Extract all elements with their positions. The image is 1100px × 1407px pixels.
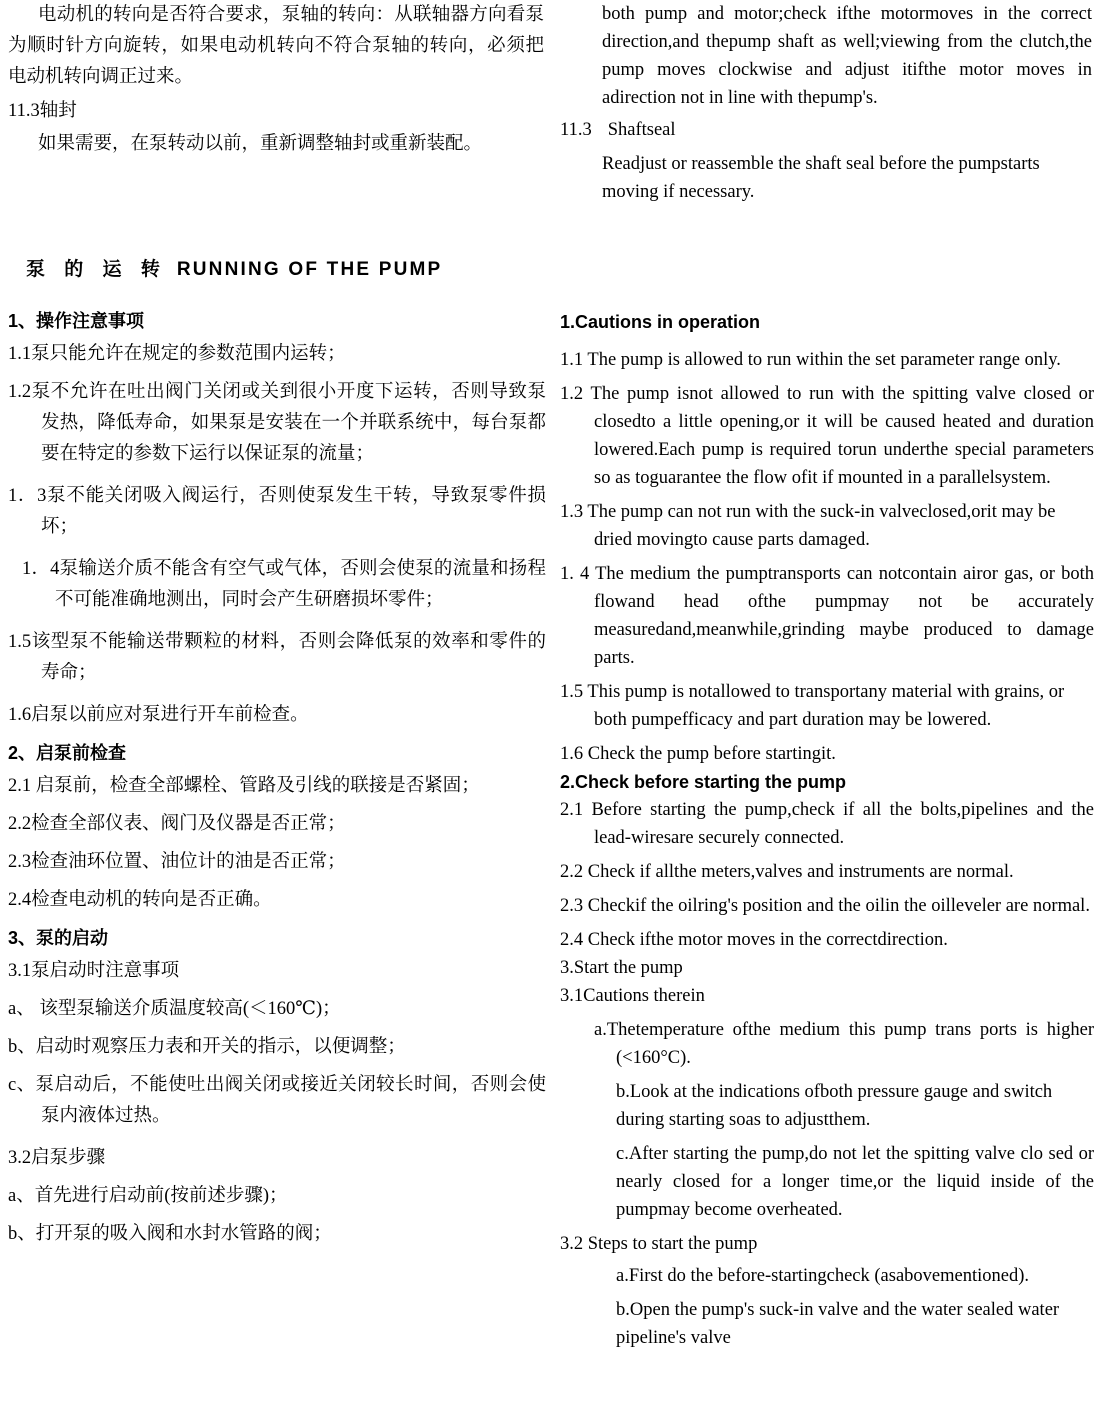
left-item-2-4: 2.4检查电动机的转向是否正确。 [8, 890, 272, 910]
left-item-3-1-c: c、泵启动后，不能使吐出阀关闭或接近关闭较长时间，否则会使泵内液体过热。 [8, 1075, 546, 1126]
left-item-1-5: 1.5该型泵不能输送带颗粒的材料，否则会降低泵的效率和零件的寿命； [8, 632, 546, 683]
left-item-3-2: 3.2启泵步骤 [8, 1148, 106, 1168]
right-item-3-1-b: b.Look at the indications ofboth pressure gauge and switch during starting soas to adjustthem. [616, 1082, 1053, 1130]
left-heading-1: 1、操作注意事项 [8, 311, 145, 331]
top-right-item-11-3-body: Readjust or reassemble the shaft seal before the pumpstarts moving if necessary. [602, 154, 1040, 202]
right-item-1-5: 1.5 This pump is notallowed to transportany material with grains, or both pumpefficacy and part duration may be lowered. [560, 682, 1065, 730]
section-banner-chinese: 泵 的 运 转 [26, 259, 167, 280]
top-right-item-11-3-line [560, 116, 1092, 144]
left-item-3-1: 3.1泵启动时注意事项 [8, 961, 180, 981]
right-column-english [560, 308, 1094, 1358]
left-item-1-6: 1.6启泵以前应对泵进行开车前检查。 [8, 705, 309, 725]
top-continuation-block [0, 0, 1100, 230]
right-item-1-6: 1.6 Check the pump before startingit. [560, 744, 836, 764]
left-heading-3: 3、泵的启动 [8, 928, 109, 948]
right-item-3-2-b: b.Open the pump's suck-in valve and the water sealed water pipeline's valve [616, 1300, 1060, 1348]
left-heading-2: 2、启泵前检查 [8, 743, 127, 763]
right-item-2-1: 2.1 Before starting the pump,check if all the bolts,pipelines and the lead-wiresare securely connected. [560, 800, 1094, 848]
top-right-column [560, 0, 1092, 208]
top-right-item-11-3-number: 11.3 [560, 120, 592, 140]
left-item-2-1: 2.1 启泵前，检查全部螺栓、管路及引线的联接是否紧固； [8, 776, 480, 796]
left-item-1-3: 1．3泵不能关闭吸入阀运行，否则使泵发生干转，导致泵零件损坏； [8, 486, 546, 537]
right-item-1-2: 1.2 The pump isnot allowed to run with the spitting valve closed or closedto a little opening,or it will be caused heated and duration lowered.Each pump is required torun underthe special parameters so as toguarantee the flow ofit if mounted in a parallelsystem. [560, 384, 1094, 488]
top-left-paragraph: 电动机的转向是否符合要求，泵轴的转向：从联轴器方向看泵为顺时针方向旋转，如果电动机转向不符合泵轴的转向，必须把电动机转向调正过来。 [8, 5, 544, 87]
left-item-3-1-a: a、 该型泵输送介质温度较高(＜160℃)； [8, 999, 341, 1019]
top-left-column [8, 0, 544, 162]
right-item-2-2: 2.2 Check if allthe meters,valves and instruments are normal. [560, 862, 1014, 882]
left-item-1-1: 1.1泵只能允许在规定的参数范围内运转； [8, 344, 346, 364]
right-item-1-3: 1.3 The pump can not run with the suck-in valveclosed,orit may be dried movingto cause parts damaged. [560, 502, 1056, 550]
right-item-2-4: 2.4 Check ifthe motor moves in the correctdirection. [560, 930, 948, 950]
left-column-chinese [8, 300, 546, 1257]
top-left-item-11-3-label: 11.3轴封 [8, 101, 77, 121]
right-item-2-3: 2.3 Checkif the oilring's position and the oilin the oilleveler are normal. [560, 896, 1090, 916]
left-item-1-4: 1．4泵输送介质不能含有空气或气体，否则会使泵的流量和扬程不可能准确地测出，同时会产生研磨损坏零件； [22, 559, 546, 610]
top-right-paragraph: both pump and motor;check ifthe motormoves in the correct direction,and thepump shaft as well;viewing from the clutch,the pump moves clockwise and adjust itifthe motor moves in adirection not in line with thepump's. [602, 4, 1092, 108]
right-heading-3: 3.Start the pump [560, 958, 683, 978]
right-item-1-4: 1. 4 The medium the pumptransports can notcontain airor gas, or both flowand head ofthe pumpmay not be accurately measuredand,meanwhile,grinding maybe produced to damage parts. [560, 564, 1094, 668]
right-heading-1: 1.Cautions in operation [560, 312, 761, 332]
right-item-3-2: 3.2 Steps to start the pump [560, 1234, 758, 1254]
right-item-3-1-c: c.After starting the pump,do not let the spitting valve clo sed or nearly closed for a longer time,or the liquid inside of the pumpmay become overheated. [616, 1144, 1094, 1220]
right-heading-2: 2.Check before starting the pump [560, 772, 847, 792]
left-item-1-2: 1.2泵不允许在吐出阀门关闭或关到很小开度下运转，否则导致泵发热，降低寿命，如果泵是安装在一个并联系统中，每台泵都要在特定的参数下运行以保证泵的流量； [8, 382, 546, 464]
section-banner-english: RUNNING OF THE PUMP [176, 259, 443, 280]
left-item-3-2-b: b、打开泵的吸入阀和水封水管路的阀； [8, 1224, 332, 1244]
top-left-item-11-3-body: 如果需要，在泵转动以前，重新调整轴封或重新装配。 [38, 134, 483, 154]
section-banner [26, 254, 442, 281]
right-item-3-1: 3.1Cautions therein [560, 986, 705, 1006]
left-item-3-2-a: a、首先进行启动前(按前述步骤)； [8, 1186, 288, 1206]
right-item-3-1-a: a.Thetemperature ofthe medium this pump trans ports is higher (<160°C). [594, 1020, 1094, 1068]
left-item-3-1-b: b、启动时观察压力表和开关的指示，以便调整； [8, 1037, 406, 1057]
left-item-2-3: 2.3检查油环位置、油位计的油是否正常； [8, 852, 346, 872]
right-item-1-1: 1.1 The pump is allowed to run within the set parameter range only. [560, 350, 1061, 370]
top-right-item-11-3-label: Shaftseal [607, 120, 676, 140]
left-item-2-2: 2.2检查全部仪表、阀门及仪器是否正常； [8, 814, 346, 834]
right-item-3-2-a: a.First do the before-startingcheck (asabovementioned). [616, 1266, 1030, 1286]
